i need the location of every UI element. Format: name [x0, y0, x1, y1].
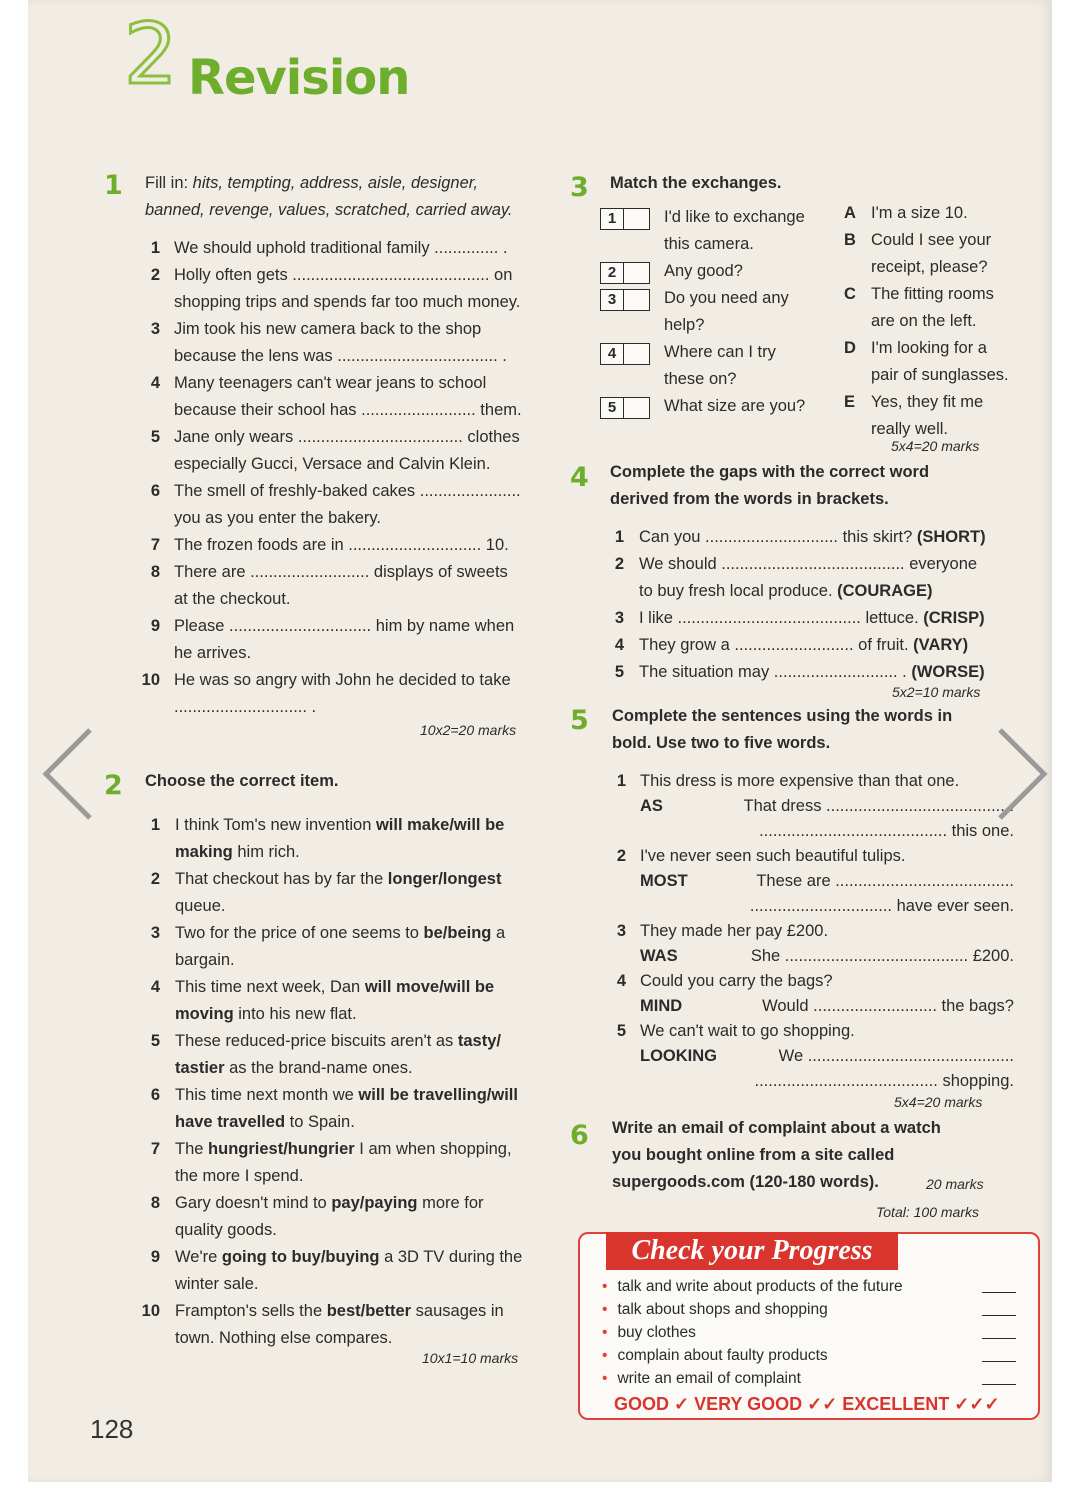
ex4-item-line	[639, 551, 977, 578]
choice-option: hungriest/hungrier	[208, 1140, 355, 1158]
ex2-marks: 10x1=10 marks	[422, 1350, 519, 1366]
ex6-marks: 20 marks	[926, 1176, 984, 1192]
ex3-prompt-line: What size are you?	[664, 397, 806, 415]
item-number: 3	[150, 320, 160, 338]
check-progress-box	[578, 1232, 1040, 1420]
item-number: 8	[150, 1194, 160, 1212]
item-text: bargain.	[175, 951, 235, 969]
checkbox-line[interactable]	[982, 1315, 1016, 1316]
ex4-marks: 5x2=10 marks	[892, 684, 981, 700]
check-progress-title: Check your Progress	[606, 1232, 898, 1270]
ex3-prompt-line: these on?	[664, 370, 737, 388]
item-text: I think Tom's new invention	[175, 816, 376, 834]
ex1-item-line: ............................. .	[174, 698, 317, 716]
ex4-number: 4	[570, 462, 589, 493]
ex5-marks: 5x4=20 marks	[894, 1094, 983, 1110]
ex4-instruction-1: Complete the gaps with the correct word	[610, 463, 930, 481]
ex3-prompt-line: Where can I try	[664, 343, 776, 361]
item-number: 5	[616, 1022, 626, 1040]
item-number: 3	[150, 924, 160, 942]
ex3-option-letter: D	[844, 339, 856, 357]
ex3-marks: 5x4=20 marks	[891, 438, 980, 454]
root-word: (VARY)	[908, 636, 969, 654]
answer-box[interactable]	[600, 262, 650, 284]
ex1-instruction-1: Fill in: hits, tempting, address, aisle, designer,	[145, 174, 478, 192]
ex1-item-line: shopping trips and spends far too much money.	[174, 293, 521, 311]
choice-option: will be travelling/will	[358, 1086, 518, 1104]
ex3-option-line: really well.	[871, 420, 949, 438]
ex4-item-line	[639, 659, 985, 686]
ex2-item-line	[175, 866, 501, 893]
bullet-icon: •	[602, 1301, 608, 1318]
item-number: 2	[614, 555, 624, 573]
item-text: Can you ............................. this skirt?	[639, 528, 913, 546]
answer-box[interactable]	[600, 208, 650, 230]
ex3-option-line: I'm looking for a	[871, 339, 987, 357]
ex2-instruction: Choose the correct item.	[145, 772, 339, 790]
ex5-keyword: MOST	[640, 872, 688, 890]
item-number: 3	[616, 922, 626, 940]
ex1-item-line: Please ............................... him by name when	[174, 617, 515, 635]
ex5-answer-line: We .............................................	[778, 1047, 1014, 1065]
item-text: Two for the price of one seems to	[175, 924, 424, 942]
ex5-instruction-1: Complete the sentences using the words in	[612, 707, 953, 725]
item-number: 9	[150, 1248, 160, 1266]
checkbox-line[interactable]	[982, 1292, 1016, 1293]
ex3-option-letter: C	[844, 285, 856, 303]
unit-number: 2	[124, 5, 178, 103]
ex3-option-letter: E	[844, 393, 856, 411]
item-number: 1	[616, 772, 626, 790]
ex6-number: 6	[570, 1120, 589, 1151]
ex3-option-line: Yes, they fit me	[871, 393, 984, 411]
item-number: 2	[616, 847, 626, 865]
ex5-sentence: Could you carry the bags?	[640, 972, 833, 990]
ex5-keyword: AS	[640, 797, 663, 815]
ex1-item-line: at the checkout.	[174, 590, 291, 608]
item-text: We're	[175, 1248, 222, 1266]
ex5-sentence: We can't wait to go shopping.	[640, 1022, 855, 1040]
ex5-answer-line: She ........................................ £200.	[750, 947, 1014, 965]
ex2-item-line	[175, 1163, 303, 1190]
progress-item-text: talk about shops and shopping	[617, 1301, 828, 1318]
ex5-keyword: MIND	[640, 997, 683, 1015]
ex2-item-line	[175, 1217, 277, 1244]
ex1-item-line: The smell of freshly-baked cakes ......................	[174, 482, 521, 500]
ex5-number: 5	[570, 705, 589, 736]
ex3-instruction: Match the exchanges.	[610, 174, 782, 192]
item-text: These reduced-price biscuits aren't as	[175, 1032, 458, 1050]
item-text: as the brand-name ones.	[224, 1059, 413, 1077]
item-text: I like ........................................ lettuce.	[639, 609, 919, 627]
ex2-item-line	[175, 947, 235, 974]
ex4-item-line	[639, 578, 932, 605]
item-text: quality goods.	[175, 1221, 277, 1239]
ex1-item-line: Many teenagers can't wear jeans to school	[174, 374, 487, 392]
ex3-option-line: Could I see your	[871, 231, 992, 249]
ex2-item-line	[175, 974, 494, 1001]
ex2-item-line	[175, 1136, 512, 1163]
choice-option: going to buy/buying	[221, 1248, 380, 1266]
ex2-item-line	[175, 893, 225, 920]
ex3-number: 3	[570, 172, 589, 203]
choice-option: making	[175, 843, 233, 861]
ex4-instruction-2: derived from the words in brackets.	[610, 490, 889, 508]
choice-option: tasty/	[457, 1032, 501, 1050]
item-number: 6	[150, 482, 160, 500]
answer-box-number: 3	[601, 290, 624, 310]
answer-box[interactable]	[600, 397, 650, 419]
ex1-item-line: He was so angry with John he decided to take	[174, 671, 511, 689]
ex1-item-line: We should uphold traditional family .............. .	[174, 239, 508, 257]
ex3-prompt-line: I'd like to exchange	[664, 208, 805, 226]
item-text: I am when shopping,	[354, 1140, 512, 1158]
choice-option: be/being	[423, 924, 492, 942]
ex2-item-line	[175, 1082, 518, 1109]
ex5-sentence: This dress is more expensive than that one.	[640, 772, 960, 790]
item-number: 9	[150, 617, 160, 635]
checkbox-line[interactable]	[982, 1384, 1016, 1385]
progress-item	[602, 1322, 696, 1344]
bullet-icon: •	[602, 1370, 608, 1387]
ex5-keyword: LOOKING	[640, 1047, 717, 1065]
ex3-prompt-line: this camera.	[664, 235, 754, 253]
ex3-option-line: The fitting rooms	[871, 285, 994, 303]
ex2-item-line	[175, 1190, 484, 1217]
ex5-answer-line: Would ........................... the bags?	[762, 997, 1014, 1015]
ex2-item-line	[175, 1244, 522, 1271]
ex5-answer-line: These are .......................................	[756, 872, 1014, 890]
ex2-item-line	[175, 1028, 501, 1055]
previous-page-arrow-icon[interactable]	[38, 724, 98, 824]
item-number: 1	[150, 816, 160, 834]
rating-scale: GOOD ✓ VERY GOOD ✓✓ EXCELLENT ✓✓✓	[614, 1394, 1000, 1414]
ex5-keyword: WAS	[640, 947, 678, 965]
item-text: winter sale.	[175, 1275, 259, 1293]
ex3-option-letter: B	[844, 231, 856, 249]
ex1-item-line: because their school has ......................... them.	[174, 401, 522, 419]
item-text: We should ........................................ everyone	[639, 555, 978, 573]
item-number: 8	[150, 563, 160, 581]
ex3-prompt-line: Do you need any	[664, 289, 789, 307]
ex2-item-line	[175, 812, 504, 839]
ex5-sentence: They made her pay £200.	[640, 922, 829, 940]
ex2-item-line	[175, 1109, 355, 1136]
progress-item	[602, 1299, 828, 1321]
checkbox-line[interactable]	[982, 1361, 1016, 1362]
ex4-item-line	[639, 605, 985, 632]
progress-item	[602, 1276, 903, 1298]
ex6-line-1: Write an email of complaint about a watch	[612, 1119, 941, 1137]
choice-option: will move/will be	[364, 978, 495, 996]
progress-item	[602, 1368, 801, 1390]
ex1-item-line: Jane only wears .................................... clothes	[174, 428, 520, 446]
ex4-item-line	[639, 524, 986, 551]
bullet-icon: •	[602, 1324, 608, 1341]
ex2-item-line	[175, 1271, 258, 1298]
ex5-sentence: I've never seen such beautiful tulips.	[640, 847, 906, 865]
item-text: into his new flat.	[233, 1005, 357, 1023]
ex5-answer-line: ........................................ shopping.	[754, 1072, 1014, 1090]
choice-option: moving	[175, 1005, 234, 1023]
ex1-marks: 10x2=20 marks	[420, 722, 517, 738]
ex3-prompt-line: Any good?	[664, 262, 743, 280]
item-number: 7	[150, 536, 160, 554]
progress-item-text: talk and write about products of the future	[617, 1278, 903, 1295]
ex1-item-line: The frozen foods are in ............................. 10.	[174, 536, 509, 554]
unit-title: Revision	[188, 50, 410, 106]
item-text: Frampton's sells the	[175, 1302, 327, 1320]
ex1-instruction-2: banned, revenge, values, scratched, carried away.	[145, 201, 513, 219]
root-word: (SHORT)	[912, 528, 986, 546]
ex2-number: 2	[104, 770, 123, 801]
item-text: the more I spend.	[175, 1167, 304, 1185]
total-marks: Total: 100 marks	[876, 1204, 979, 1220]
bullet-icon: •	[602, 1278, 608, 1295]
ex1-item-line: because the lens was ................................... .	[174, 347, 507, 365]
ex2-item-line	[175, 1055, 413, 1082]
ex2-item-line	[175, 1325, 392, 1352]
root-word: (CRISP)	[918, 609, 985, 627]
bullet-icon: •	[602, 1347, 608, 1364]
ex3-option-letter: A	[844, 204, 856, 222]
choice-option: longer/longest	[387, 870, 502, 888]
item-text: him rich.	[232, 843, 300, 861]
progress-item-text: buy clothes	[617, 1324, 696, 1341]
ex3-option-line: I'm a size 10.	[871, 204, 968, 222]
item-text: to Spain.	[285, 1113, 355, 1131]
ex2-item-line	[175, 920, 505, 947]
item-number: 5	[614, 663, 624, 681]
item-text: town. Nothing else compares.	[175, 1329, 393, 1347]
page-number: 128	[90, 1414, 134, 1444]
ex5-instruction-2: bold. Use two to five words.	[612, 734, 831, 752]
ex5-answer-line: ......................................... this one.	[759, 822, 1014, 840]
ex2-item-line	[175, 1298, 504, 1325]
item-number: 4	[616, 972, 626, 990]
answer-box[interactable]	[600, 289, 650, 311]
root-word: (COURAGE)	[832, 582, 933, 600]
choice-option: pay/paying	[331, 1194, 418, 1212]
item-text: Gary doesn't mind to	[175, 1194, 332, 1212]
answer-box-number: 5	[601, 398, 624, 418]
ex3-option-line: pair of sunglasses.	[871, 366, 1009, 384]
item-text: a	[491, 924, 506, 942]
ex3-option-line: receipt, please?	[871, 258, 988, 276]
checkbox-line[interactable]	[982, 1338, 1016, 1339]
item-number: 5	[150, 1032, 160, 1050]
answer-box-number: 4	[601, 344, 624, 364]
item-number: 3	[614, 609, 624, 627]
item-number: 7	[150, 1140, 160, 1158]
ex2-item-line	[175, 839, 300, 866]
item-text: The situation may ........................... .	[639, 663, 907, 681]
choice-option: will make/will be	[375, 816, 505, 834]
ex6-line-3: supergoods.com (120-180 words).	[612, 1173, 879, 1191]
item-number: 4	[150, 374, 160, 392]
ex1-item-line: Jim took his new camera back to the shop	[174, 320, 482, 338]
item-number: 2	[150, 870, 160, 888]
item-text: That checkout has by far the	[175, 870, 388, 888]
answer-box-number: 1	[601, 209, 624, 229]
answer-box[interactable]	[600, 343, 650, 365]
ex2-item-line	[175, 1001, 357, 1028]
ex1-item-line: he arrives.	[174, 644, 252, 662]
item-number: 6	[150, 1086, 160, 1104]
item-text: They grow a .......................... of fruit.	[639, 636, 909, 654]
ex3-option-line: are on the left.	[871, 312, 977, 330]
root-word: (WORSE)	[906, 663, 985, 681]
item-text: more for	[417, 1194, 484, 1212]
progress-item-text: complain about faulty products	[617, 1347, 828, 1364]
ex5-answer-line: That dress .........................................	[743, 797, 1014, 815]
item-text: to buy fresh local produce.	[639, 582, 833, 600]
item-text: a 3D TV during the	[379, 1248, 523, 1266]
next-page-arrow-icon[interactable]	[992, 724, 1052, 824]
ex1-item-line: you as you enter the bakery.	[174, 509, 381, 527]
item-text: The	[175, 1140, 209, 1158]
item-number: 1	[150, 239, 160, 257]
choice-option: have travelled	[175, 1113, 286, 1131]
ex1-item-line: There are .......................... displays of sweets	[174, 563, 508, 581]
ex5-answer-line: ............................... have ever seen.	[749, 897, 1014, 915]
item-number: 10	[141, 671, 160, 689]
progress-item-text: write an email of complaint	[617, 1370, 801, 1387]
ex3-prompt-line: help?	[664, 316, 705, 334]
item-text: This time next week, Dan	[175, 978, 365, 996]
ex1-item-line: Holly often gets ........................................... on	[174, 266, 513, 284]
item-number: 4	[614, 636, 624, 654]
progress-item	[602, 1345, 828, 1367]
item-text: sausages in	[411, 1302, 504, 1320]
ex6-line-2: you bought online from a site called	[612, 1146, 895, 1164]
item-text: This time next month we	[175, 1086, 359, 1104]
ex1-item-line: especially Gucci, Versace and Calvin Klein.	[174, 455, 491, 473]
item-number: 2	[150, 266, 160, 284]
answer-box-number: 2	[601, 263, 624, 283]
item-number: 4	[150, 978, 160, 996]
item-number: 1	[614, 528, 624, 546]
choice-option: tastier	[175, 1059, 225, 1077]
choice-option: best/better	[326, 1302, 412, 1320]
book-page	[28, 0, 1052, 1482]
item-number: 10	[141, 1302, 160, 1320]
ex4-item-line	[639, 632, 968, 659]
item-text: queue.	[175, 897, 226, 915]
item-number: 5	[150, 428, 160, 446]
ex1-number: 1	[104, 170, 123, 201]
